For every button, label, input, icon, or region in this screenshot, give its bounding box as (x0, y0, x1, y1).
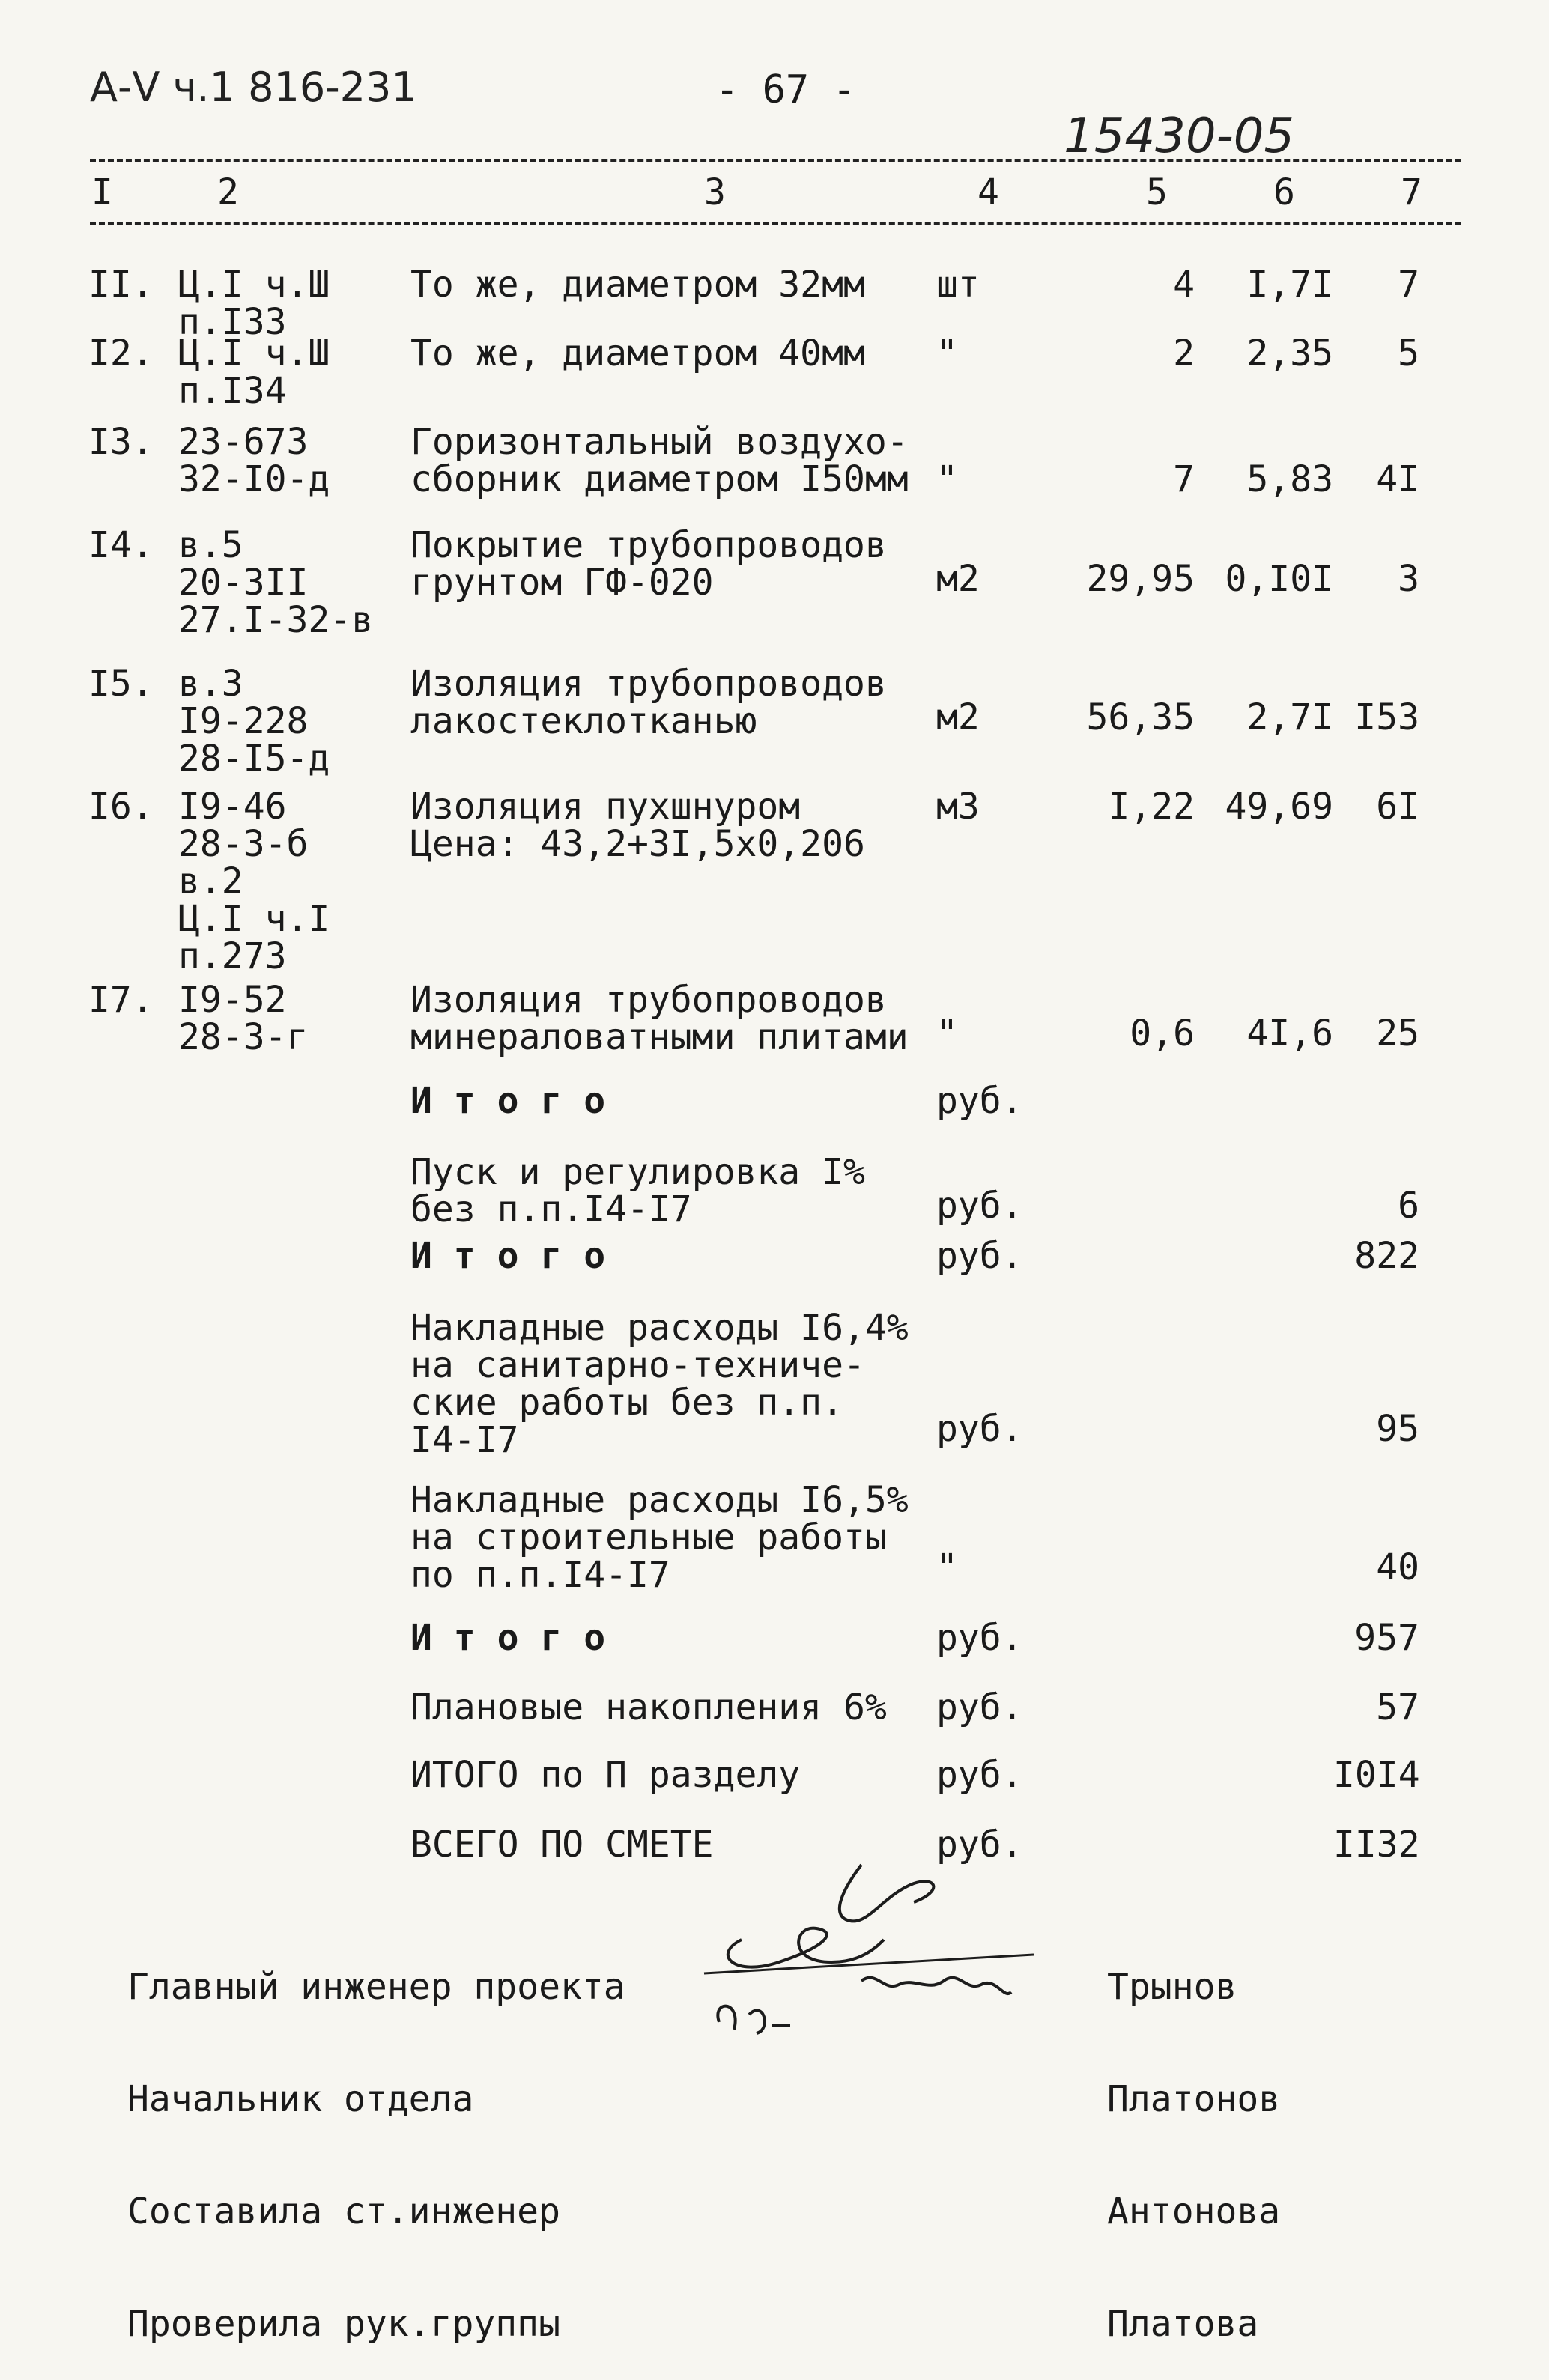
summary-total: 822 (1354, 1235, 1419, 1277)
col-num-4: 4 (977, 171, 999, 213)
row-price: 5,83 (1246, 458, 1333, 500)
col-num-7: 7 (1401, 171, 1422, 213)
row-code: I9-52 28-3-г (178, 979, 309, 1058)
name-checker: Платова (1107, 2303, 1259, 2345)
row-name: Изоляция трубопроводов минераловатными плитами (410, 979, 909, 1058)
row-number: II. (88, 264, 154, 306)
row-price: 4I,6 (1246, 1013, 1333, 1054)
signature-names (1107, 1893, 1280, 2380)
summary-name: Накладные расходы I6,4% на санитарно-техниче- ские работы без п.п. I4-I7 (410, 1307, 909, 1461)
row-unit: м3 (936, 786, 980, 828)
role-checker: Проверила рук.группы (127, 2303, 560, 2345)
row-name: Изоляция трубопроводов лакостеклотканью (410, 663, 887, 742)
row-code: Ц.I ч.Ш п.I34 (178, 333, 330, 412)
col-num-6: 6 (1273, 171, 1295, 213)
row-code: Ц.I ч.Ш п.I33 (178, 264, 330, 343)
signature-roles (127, 1893, 625, 2380)
summary-name: ВСЕГО ПО СМЕТЕ (410, 1824, 714, 1866)
row-total: 3 (1398, 558, 1419, 600)
name-chief-engineer: Трынов (1107, 1966, 1237, 2008)
row-total: 4I (1376, 458, 1419, 500)
row-number: I4. (88, 524, 154, 566)
summary-total: 40 (1376, 1546, 1419, 1588)
name-department-head: Платонов (1107, 2078, 1281, 2120)
row-number: I6. (88, 786, 154, 828)
name-compiler: Антонова (1107, 2191, 1281, 2232)
summary-total: 6 (1398, 1185, 1419, 1227)
handwritten-signatures (689, 1850, 1049, 2044)
row-code: I9-46 28-3-б в.2 Ц.I ч.I п.273 (178, 786, 330, 977)
row-number: I2. (88, 333, 154, 374)
summary-unit: руб. (936, 1185, 1023, 1227)
summary-unit: руб. (936, 1080, 1023, 1122)
page-number: - 67 - (715, 67, 856, 112)
row-code: 23-673 32-I0-д (178, 421, 330, 500)
header-line-bottom (90, 222, 1461, 225)
row-qty: 2 (1173, 333, 1195, 374)
row-name: Покрытие трубопроводов грунтом ГФ-020 (410, 524, 887, 604)
summary-name: Пуск и регулировка I% без п.п.I4-I7 (410, 1151, 865, 1230)
summary-unit: руб. (936, 1824, 1023, 1866)
row-price: 2,35 (1246, 333, 1333, 374)
row-price: 49,69 (1225, 786, 1333, 828)
summary-unit: руб. (936, 1408, 1023, 1450)
document-code: А-V ч.1 816-231 (90, 64, 417, 111)
row-total: 7 (1398, 264, 1419, 306)
row-unit: " (936, 333, 958, 374)
row-total: 25 (1376, 1013, 1419, 1054)
col-num-1: I (91, 171, 113, 213)
summary-name: ИТОГО по П разделу (410, 1754, 801, 1796)
row-number: I5. (88, 663, 154, 705)
header-line-top (90, 159, 1461, 162)
summary-total: 95 (1376, 1408, 1419, 1450)
row-unit: м2 (936, 558, 980, 600)
summary-total: II32 (1333, 1824, 1420, 1866)
role-compiler: Составила ст.инженер (127, 2191, 560, 2232)
summary-total: 57 (1376, 1687, 1419, 1728)
role-chief-engineer: Главный инженер проекта (127, 1966, 625, 2008)
row-code: в.3 I9-228 28-I5-д (178, 663, 330, 780)
handwritten-code: 15430-05 (1064, 109, 1295, 164)
summary-name: Накладные расходы I6,5% на строительные работы по п.п.I4-I7 (410, 1479, 909, 1596)
role-department-head: Начальник отдела (127, 2078, 474, 2120)
summary-unit: " (936, 1546, 958, 1588)
row-name: Горизонтальный воздухо- сборник диаметром I50мм (410, 421, 909, 500)
row-price: I,7I (1246, 264, 1333, 306)
row-total: I53 (1354, 696, 1419, 738)
summary-name: И т о г о (410, 1617, 606, 1659)
row-qty: 0,6 (1130, 1013, 1195, 1054)
col-num-5: 5 (1146, 171, 1168, 213)
summary-name: И т о г о (410, 1080, 606, 1122)
row-qty: 29,95 (1086, 558, 1195, 600)
summary-name: И т о г о (410, 1235, 606, 1277)
row-code: в.5 20-3II 27.I-32-в (178, 524, 374, 641)
row-price: 0,I0I (1225, 558, 1333, 600)
row-qty: 4 (1173, 264, 1195, 306)
row-name: То же, диаметром 32мм (410, 264, 865, 306)
summary-unit: руб. (936, 1617, 1023, 1659)
row-qty: 7 (1173, 458, 1195, 500)
row-total: 6I (1376, 786, 1419, 828)
summary-unit: руб. (936, 1235, 1023, 1277)
summary-unit: руб. (936, 1687, 1023, 1728)
row-unit: м2 (936, 696, 980, 738)
summary-total: 957 (1354, 1617, 1419, 1659)
row-price: 2,7I (1246, 696, 1333, 738)
col-num-2: 2 (217, 171, 239, 213)
summary-name: Плановые накопления 6% (410, 1687, 887, 1728)
col-num-3: 3 (704, 171, 726, 213)
row-unit: шт (936, 264, 980, 306)
row-unit: " (936, 458, 958, 500)
row-number: I3. (88, 421, 154, 463)
row-unit: " (936, 1013, 958, 1054)
row-number: I7. (88, 979, 154, 1021)
row-qty: I,22 (1108, 786, 1195, 828)
row-name: То же, диаметром 40мм (410, 333, 865, 374)
row-total: 5 (1398, 333, 1419, 374)
row-qty: 56,35 (1086, 696, 1195, 738)
summary-total: I0I4 (1333, 1754, 1420, 1796)
row-name: Изоляция пухшнуром Цена: 43,2+3I,5х0,206 (410, 786, 865, 865)
summary-unit: руб. (936, 1754, 1023, 1796)
